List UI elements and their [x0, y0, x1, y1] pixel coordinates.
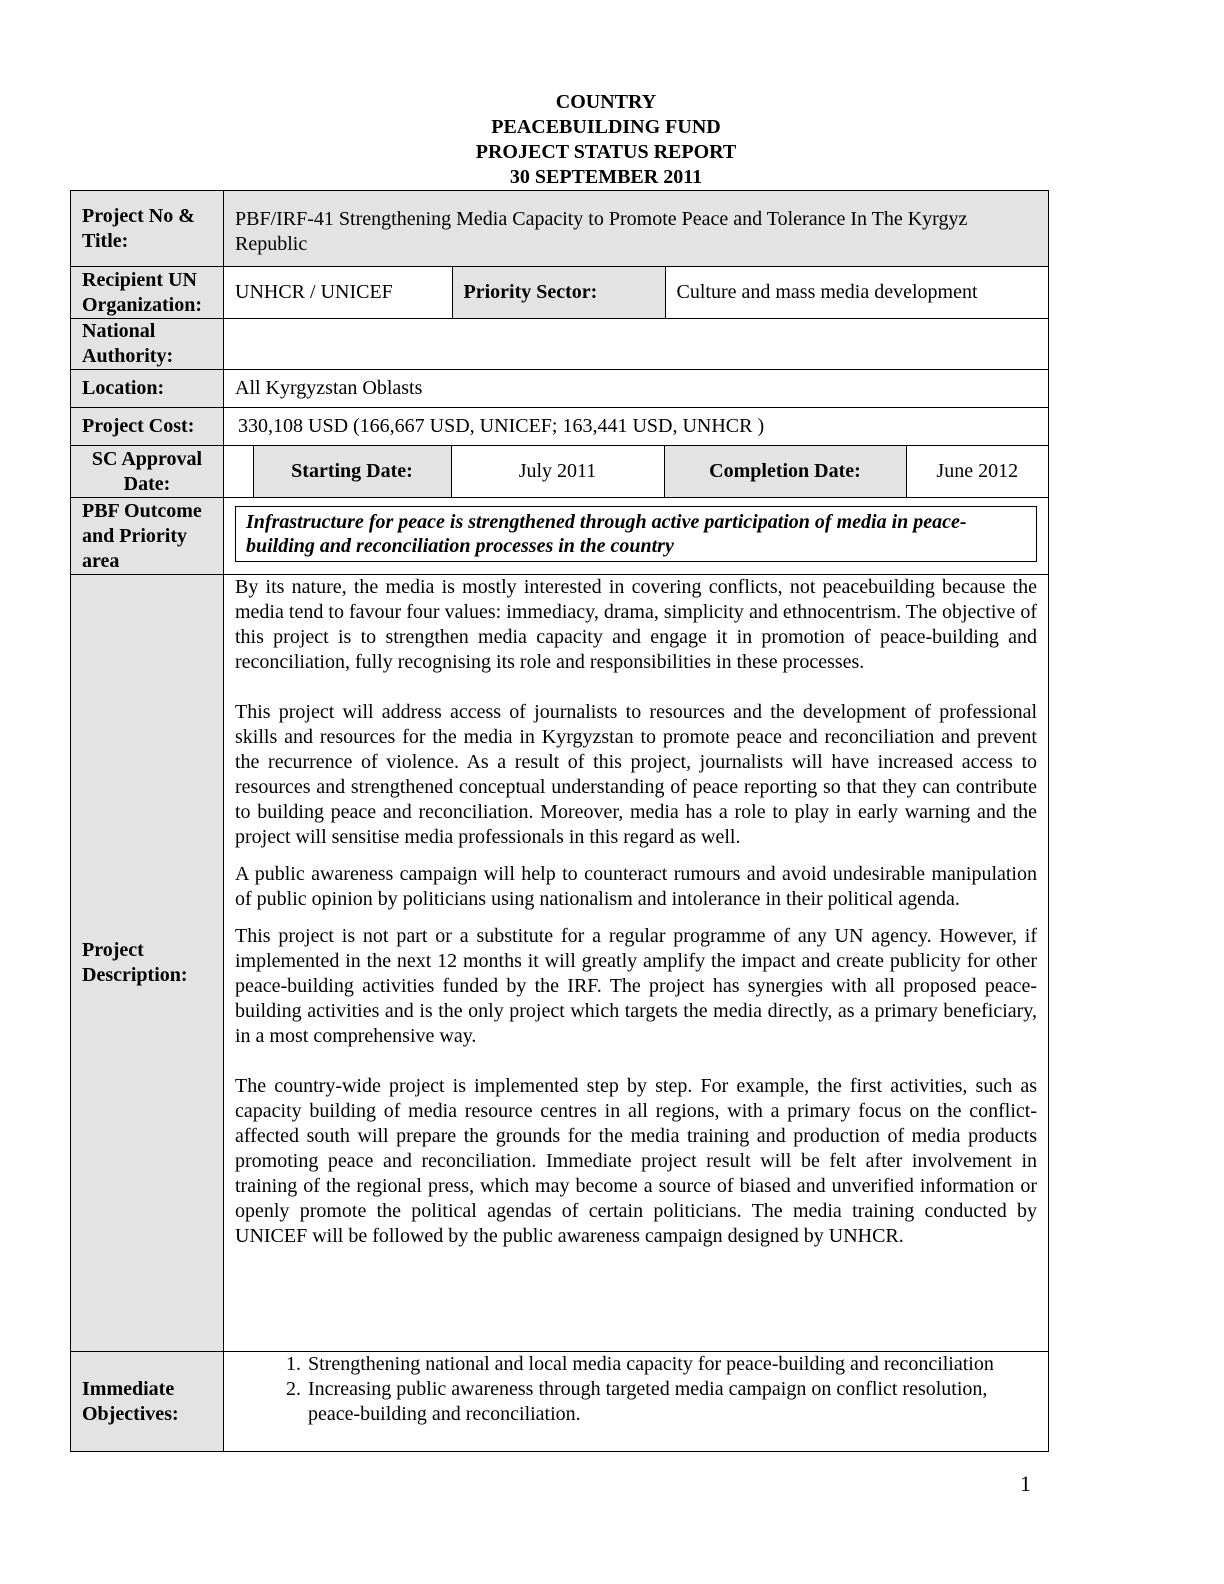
row-recipient — [71, 267, 1049, 319]
project-status-table — [70, 190, 1049, 1452]
completion-date-label: Completion Date: — [664, 446, 906, 497]
row-project-cost — [71, 408, 1049, 446]
location-label: Location: — [71, 370, 224, 408]
header-country: COUNTRY — [555, 91, 657, 113]
pbf-outcome-label: PBF Outcome and Priority area — [71, 498, 224, 575]
national-authority-label: National Authority: — [71, 319, 224, 370]
location-value: All Kyrgyzstan Oblasts — [224, 370, 1049, 408]
national-authority-value — [224, 319, 1049, 370]
page-number: 1 — [1020, 1471, 1031, 1496]
objectives-label: Immediate Objectives: — [71, 1352, 224, 1452]
description-paragraph: The country-wide project is implemented step by step. For example, the first activities, such as capacity building of media resource centres in all regions, with a primary focus on the conflict-affected south will prepare the grounds for the media training and production of media products promoting peace and reconciliation. Immediate project result will be felt after involvement in training of the regional press, which may become a source of biased and unverified information or openly promote the political agendas of certain politicians. The media training conducted by UNICEF will be followed by the public awareness campaign designed by UNHCR. — [235, 1075, 1037, 1247]
row-location — [71, 370, 1049, 408]
row-pbf-outcome — [71, 498, 1049, 575]
recipient-label: Recipient UN Organization: — [71, 267, 224, 319]
row-national-authority — [71, 319, 1049, 370]
priority-sector-value: Culture and mass media development — [665, 267, 1048, 318]
header-report-type: PROJECT STATUS REPORT — [475, 141, 737, 163]
pbf-outcome-value: Infrastructure for peace is strengthened through active participation of media in peace-building and reconciliation processes in the country — [235, 506, 1037, 562]
row-project-description — [71, 575, 1049, 1352]
project-title-value: PBF/IRF-41 Strengthening Media Capacity to Promote Peace and Tolerance In The Kyrgyz Republic — [224, 191, 1049, 267]
description-paragraph: This project is not part or a substitute for a regular programme of any UN agency. However, if implemented in the next 12 months it will greatly amplify the impact and create publicity for other peace-building activities funded by the IRF. The project has synergies with all proposed peace-building activities and is the only project which targets the media directly, as a primary beneficiary, in a most comprehensive way. — [235, 925, 1037, 1047]
description-label: Project Description: — [71, 575, 224, 1352]
objective-item: 1. Strengthening national and local media capacity for peace-building and reconciliation — [306, 1352, 1037, 1377]
recipient-sector-subtable — [224, 267, 1048, 318]
sc-approval-value — [224, 446, 253, 497]
report-header — [0, 90, 1212, 190]
objective-item: 2. Increasing public awareness through targeted media campaign on conflict resolution, peace-building and reconciliation. — [306, 1377, 1037, 1427]
description-paragraph: This project will address access of journalists to resources and the development of professional skills and resources for the media in Kyrgyzstan to promote peace and reconciliation and prevent the recurrence of violence. As a result of this project, journalists will have increased access to resources and strengthened conceptual understanding of peace reporting so that they can contribute to building peace and reconciliation. Moreover, media has a role to play in early warning and the project will sensitise media professionals in this regard as well. — [235, 701, 1037, 848]
project-title-label: Project No & Title: — [71, 191, 224, 267]
description-paragraph: A public awareness campaign will help to counteract rumours and avoid undesirable manipulation of public opinion by politicians using nationalism and intolerance in their political agenda. — [235, 863, 1037, 910]
dates-subtable — [224, 446, 1048, 497]
header-fund: PEACEBUILDING FUND — [491, 116, 721, 138]
objectives-list — [224, 1352, 1048, 1427]
completion-date-value: June 2012 — [906, 446, 1048, 497]
row-dates — [71, 446, 1049, 498]
starting-date-value: July 2011 — [451, 446, 664, 497]
sc-approval-label: SC Approval Date: — [71, 446, 224, 498]
row-project-title — [71, 191, 1049, 267]
project-cost-label: Project Cost: — [71, 408, 224, 446]
description-paragraph: By its nature, the media is mostly interested in covering conflicts, not peacebuilding because the media tend to favour four values: immediacy, drama, simplicity and ethnocentrism. The objective of this project is to strengthen media capacity and engage it in promotion of peace-building and reconciliation, fully recognising its role and responsibilities in these processes. — [235, 576, 1037, 673]
header-date: 30 SEPTEMBER 2011 — [509, 166, 703, 188]
recipient-value: UNHCR / UNICEF — [235, 281, 393, 303]
starting-date-label: Starting Date: — [253, 446, 451, 497]
project-cost-value: 330,108 USD (166,667 USD, UNICEF; 163,441 USD, UNHCR ) — [224, 408, 1049, 446]
row-immediate-objectives — [71, 1352, 1049, 1452]
description-body — [224, 575, 1049, 1352]
priority-sector-label: Priority Sector: — [452, 267, 665, 318]
